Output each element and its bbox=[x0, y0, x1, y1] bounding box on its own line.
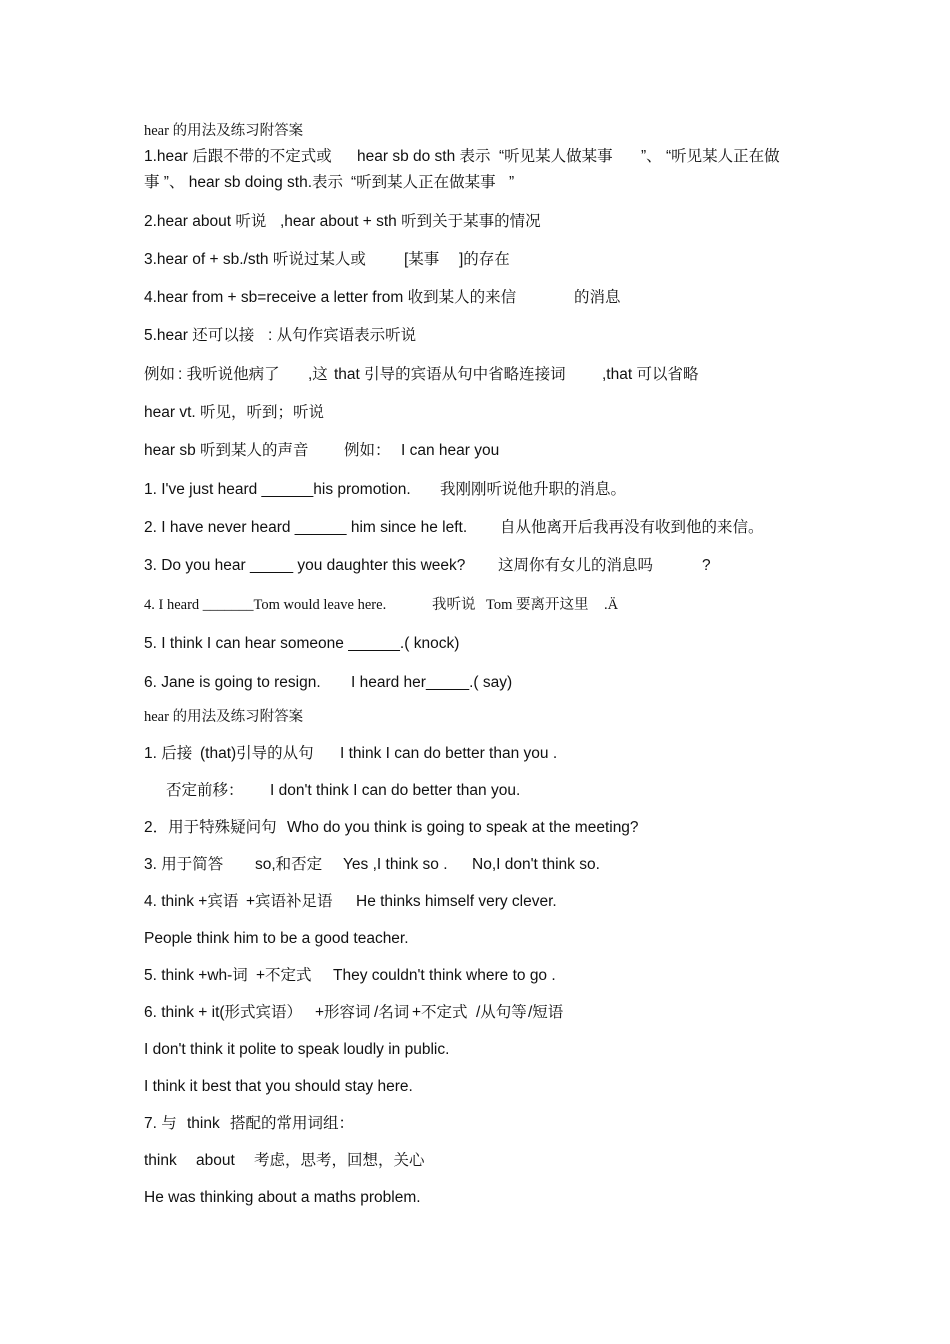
doc-line: He was thinking about a maths problem. bbox=[144, 1189, 421, 1206]
exercise-item: 4. I heard _______Tom would leave here. 我听说 Tom 要离开这里 .Ä bbox=[144, 597, 619, 613]
doc-heading: hear 的用法及练习附答案 bbox=[144, 123, 304, 139]
exercise-item: 6. Jane is going to resign. I heard her_____.( say) bbox=[144, 674, 513, 691]
doc-line: 3. 用于简答 so,和否定 Yes ,I think so . No,I don't think so. bbox=[144, 856, 600, 873]
doc-line: 例如 : 我听说他病了 ,这 that 引导的宾语从句中省略连接词 ,that 可以省略 bbox=[144, 366, 699, 383]
doc-line: 2．用于特殊疑问句 Who do you think is going to speak at the meeting? bbox=[144, 819, 639, 836]
doc-line: 6. think + it(形式宾语） +形容词 /名词 +不定式 /从句等 /短语 bbox=[144, 1004, 564, 1021]
doc-heading: hear 的用法及练习附答案 bbox=[144, 709, 304, 725]
doc-line: hear vt. 听见，听到；听说 bbox=[144, 404, 324, 421]
doc-line: 7. 与 think 搭配的常用词组： bbox=[144, 1115, 355, 1132]
doc-line: 4.hear from + sb=receive a letter from 收到某人的来信 的消息 bbox=[144, 289, 621, 306]
doc-line: I don't think it polite to speak loudly in public. bbox=[144, 1041, 450, 1058]
exercise-item: 2. I have never heard ______ him since he left. 自从他离开后我再没有收到他的来信。 bbox=[144, 519, 764, 536]
exercise-item: 1. I've just heard ______his promotion. 我刚刚听说他升职的消息。 bbox=[144, 481, 627, 498]
doc-line: 3.hear of + sb./sth 听说过某人或 [某事 ]的存在 bbox=[144, 251, 510, 268]
doc-line: think about 考虑，思考，回想，关心 bbox=[144, 1152, 425, 1169]
doc-line: People think him to be a good teacher. bbox=[144, 930, 409, 947]
exercise-item: 3. Do you hear _____ you daughter this week? 这周你有女儿的消息吗 ? bbox=[144, 557, 711, 574]
doc-line: 2.hear about 听说 ,hear about + sth 听到关于某事的情况 bbox=[144, 213, 541, 230]
doc-line: I think it best that you should stay here. bbox=[144, 1078, 413, 1095]
doc-line: 5.hear 还可以接 : 从句作宾语表示听说 bbox=[144, 327, 417, 344]
doc-line: 1.hear 后跟不带的不定式或 hear sb do sth 表示 “听见某人做某事 ”、 “听见某人正在做 事 ”、 hear sb doing sth.表示 “听到某人正在做某事 ” bbox=[144, 148, 780, 191]
exercise-item: 5. I think I can hear someone ______.( knock) bbox=[144, 635, 460, 652]
doc-line: 4. think +宾语 +宾语补足语 He thinks himself very clever. bbox=[144, 893, 557, 910]
doc-line: hear sb 听到某人的声音 例如： I can hear you bbox=[144, 442, 500, 459]
doc-line: 5. think +wh-词 +不定式 They couldn't think where to go . bbox=[144, 967, 556, 984]
doc-line: 1. 后接 (that)引导的从句 I think I can do better than you . bbox=[144, 745, 558, 762]
doc-line: 否定前移： I don't think I can do better than you. bbox=[166, 782, 521, 799]
